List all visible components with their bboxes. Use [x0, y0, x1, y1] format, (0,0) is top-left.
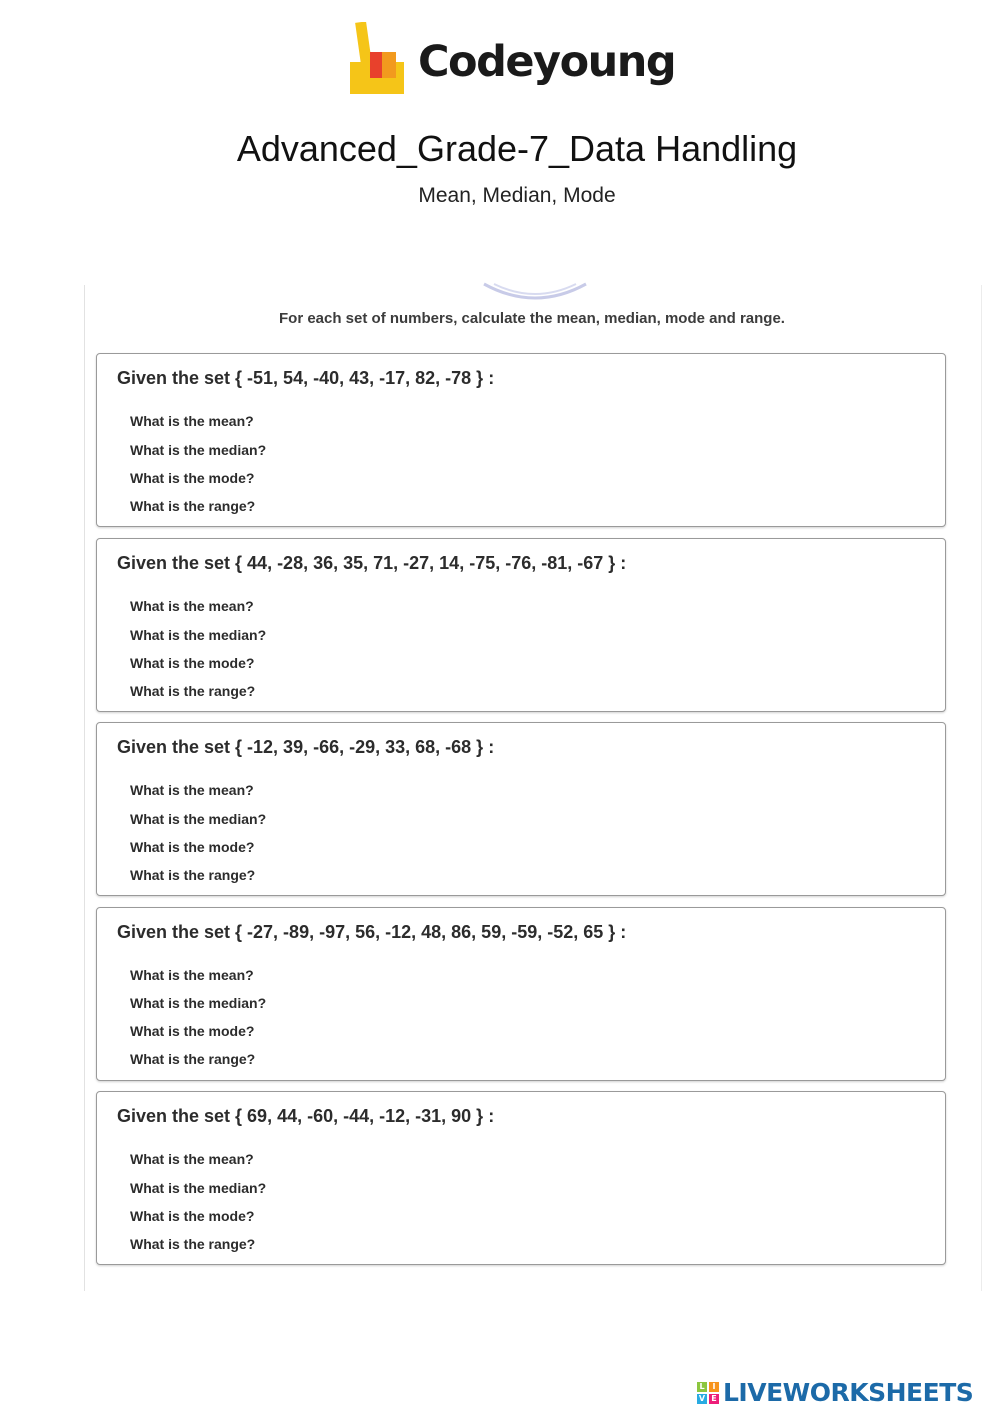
question-mean: What is the mean?	[130, 782, 254, 798]
liveworksheets-logo	[697, 1378, 973, 1407]
decorative-arc-icon	[480, 280, 590, 306]
grid-letter: V	[698, 1394, 706, 1403]
question-mean: What is the mean?	[130, 413, 254, 429]
liveworksheets-grid-icon	[697, 1382, 719, 1404]
problem-box	[96, 1091, 946, 1265]
question-mode: What is the mode?	[130, 839, 255, 855]
problem-box	[96, 538, 946, 712]
problem-set: Given the set { -27, -89, -97, 56, -12, 48, 86, 59, -59, -52, 65 } :	[117, 922, 627, 942]
codeyoung-logo	[348, 22, 675, 96]
question-range: What is the range?	[130, 1051, 256, 1067]
problem-box	[96, 907, 946, 1081]
question-mode: What is the mode?	[130, 1023, 255, 1039]
question-mean: What is the mean?	[130, 967, 254, 983]
question-mode: What is the mode?	[130, 1208, 255, 1224]
problem-set: Given the set { 69, 44, -60, -44, -12, -31, 90 } :	[117, 1106, 495, 1126]
problem-set: Given the set { 44, -28, 36, 35, 71, -27, 14, -75, -76, -81, -67 } :	[117, 553, 627, 573]
grid-letter: I	[709, 1382, 719, 1392]
question-mode: What is the mode?	[130, 655, 255, 671]
question-median: What is the median?	[130, 811, 267, 827]
page-title: Advanced_Grade-7_Data Handling	[236, 128, 798, 169]
problem-box	[96, 353, 946, 527]
question-median: What is the median?	[130, 995, 267, 1011]
problem-set: Given the set { -12, 39, -66, -29, 33, 68, -68 } :	[117, 737, 495, 757]
question-median: What is the median?	[130, 442, 267, 458]
problem-box	[96, 722, 946, 896]
brand-name: Codeyoung	[418, 36, 676, 87]
codeyoung-logo-icon	[348, 22, 406, 96]
grid-letter: L	[697, 1382, 707, 1392]
question-median: What is the median?	[130, 1180, 267, 1196]
question-median: What is the median?	[130, 627, 267, 643]
instructions: For each set of numbers, calculate the mean, median, mode and range.	[279, 310, 785, 327]
question-range: What is the range?	[130, 498, 256, 514]
problem-set: Given the set { -51, 54, -40, 43, -17, 82, -78 } :	[117, 368, 495, 388]
question-mode: What is the mode?	[130, 470, 255, 486]
question-range: What is the range?	[130, 1236, 256, 1252]
question-mean: What is the mean?	[130, 598, 254, 614]
page-subtitle: Mean, Median, Mode	[418, 184, 616, 207]
question-range: What is the range?	[130, 683, 256, 699]
question-mean: What is the mean?	[130, 1151, 254, 1167]
liveworksheets-text: LIVEWORKSHEETS	[723, 1378, 974, 1407]
question-range: What is the range?	[130, 867, 256, 883]
grid-letter: E	[709, 1394, 719, 1404]
